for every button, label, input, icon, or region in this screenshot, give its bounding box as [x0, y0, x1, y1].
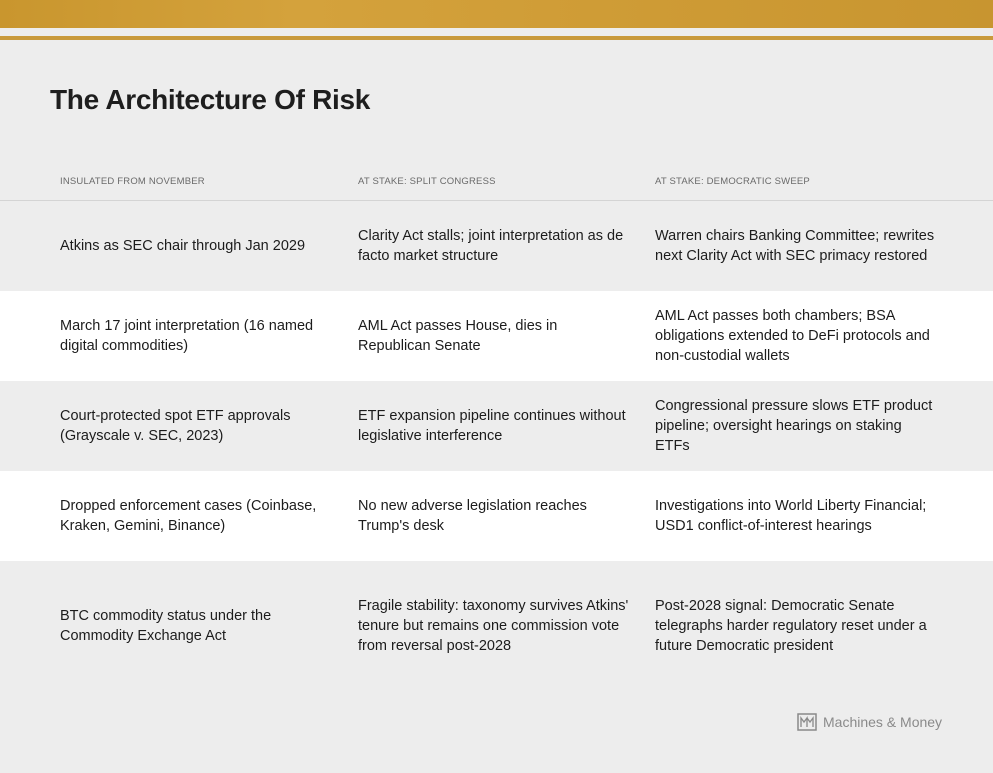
cell-split-congress: No new adverse legislation reaches Trump's desk	[358, 498, 587, 534]
column-header-democratic-sweep: AT STAKE: DEMOCRATIC SWEEP	[655, 176, 810, 187]
cell-split-congress: ETF expansion pipeline continues without legislative interference	[358, 408, 626, 444]
cell-democratic-sweep: AML Act passes both chambers; BSA obligations extended to DeFi protocols and non-custodial wallets	[655, 308, 930, 364]
table-row	[0, 381, 993, 471]
machines-money-logo-icon	[797, 712, 817, 732]
column-header-split-congress: AT STAKE: SPLIT CONGRESS	[358, 176, 496, 187]
page-title: The Architecture Of Risk	[50, 84, 371, 115]
cell-democratic-sweep: Post-2028 signal: Democratic Senate telegraphs harder regulatory reset under a future Democratic president	[655, 598, 927, 654]
cell-split-congress: Fragile stability: taxonomy survives Atkins' tenure but remains one commission vote from reversal post-2028	[358, 598, 629, 654]
table-row	[0, 471, 993, 561]
cell-insulated: March 17 joint interpretation (16 named digital commodities)	[60, 318, 314, 354]
table-body	[0, 201, 993, 691]
top-gold-band	[0, 0, 993, 28]
cell-insulated: Atkins as SEC chair through Jan 2029	[60, 238, 306, 254]
cell-insulated: BTC commodity status under the Commodity Exchange Act	[60, 608, 272, 644]
cell-insulated: Dropped enforcement cases (Coinbase, Kraken, Gemini, Binance)	[60, 498, 317, 534]
table-row	[0, 201, 993, 291]
cell-split-congress: Clarity Act stalls; joint interpretation as de facto market structure	[358, 228, 624, 264]
cell-democratic-sweep: Warren chairs Banking Committee; rewrites next Clarity Act with SEC primacy restored	[655, 228, 935, 264]
top-gold-rule	[0, 36, 993, 40]
column-header-insulated: INSULATED FROM NOVEMBER	[60, 176, 205, 187]
table-header	[0, 168, 993, 201]
table-row	[0, 291, 993, 381]
brand-name: Machines & Money	[823, 714, 943, 730]
cell-democratic-sweep: Congressional pressure slows ETF product pipeline; oversight hearings on staking ETFs	[655, 398, 933, 454]
cell-insulated: Court-protected spot ETF approvals (Grayscale v. SEC, 2023)	[60, 408, 291, 444]
cell-democratic-sweep: Investigations into World Liberty Financial; USD1 conflict-of-interest hearings	[655, 498, 927, 534]
table-row	[0, 561, 993, 691]
cell-split-congress: AML Act passes House, dies in Republican Senate	[358, 318, 558, 354]
brand-footer	[797, 712, 942, 732]
